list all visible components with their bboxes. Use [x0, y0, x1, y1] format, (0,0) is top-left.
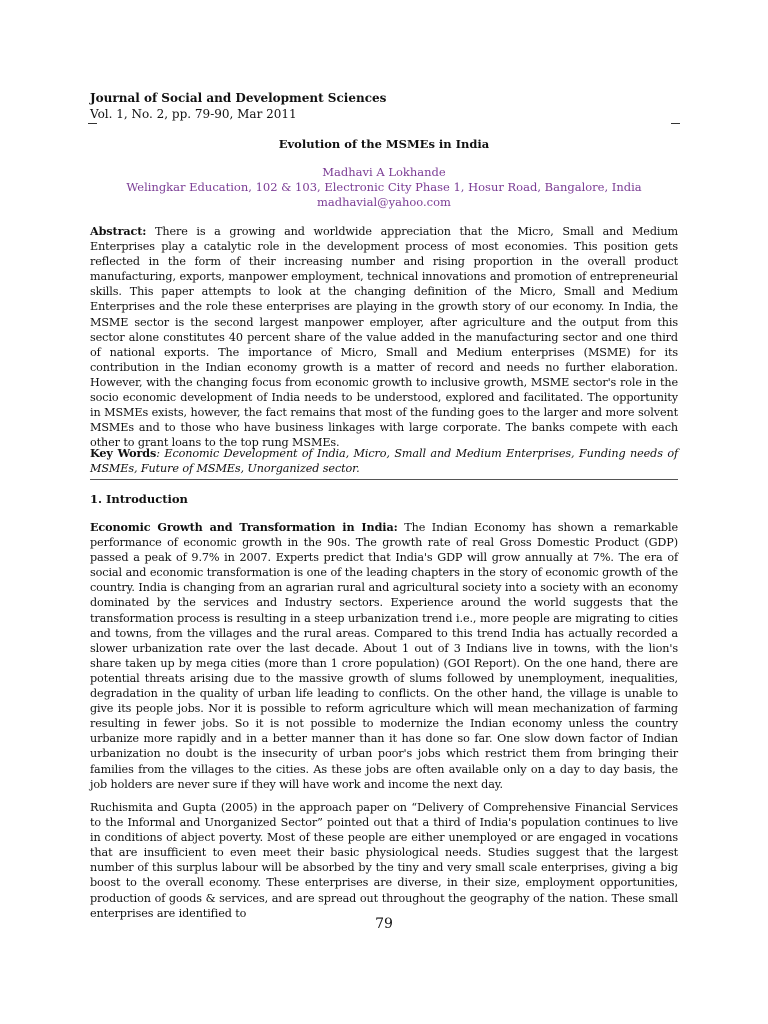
- abstract-text: There is a growing and worldwide appreciation that the Micro, Small and Medium Enterprises play a catalytic role in the development process of most economies. This position gets reflected in the form of their increasing number and rising proportion in the overall product manufacturing, exports, manpower employment, technical innovations and promotion of entrepreneurial skills. This paper attempts to look at the changing definition of the Micro, Small and Medium Enterprises and the role these enterprises are playing in the growth story of our economy. In India, the MSME sector is the second largest manpower employer, after agriculture and the output from this sector alone constitutes 40 percent share of the value added in the manufacturing sector and one third of national exports. The importance of Micro, Small and Medium enterprises (MSME) for its contribution in the Indian economy growth is a matter of record and needs no further elaboration. However, with the changing focus from economic growth to inclusive growth, MSME sector's role in the socio economic development of India needs to be understood, explored and facilitated. The opportunity in MSMEs exists, however, the fact remains that most of the funding goes to the larger and more solvent MSMEs and to those who have business linkages with large corporate. The banks compete with each other to grant loans to the top rung MSMEs.: [90, 225, 678, 450]
- keywords-text: : Economic Development of India, Micro, Small and Medium Enterprises, Funding needs of MSMEs, Future of MSMEs, Unorganized sector.: [90, 447, 678, 476]
- journal-volume: Vol. 1, No. 2, pp. 79-90, Mar 2011: [90, 107, 297, 121]
- intro-paragraph-1: [90, 520, 678, 792]
- paragraph-text: The Indian Economy has shown a remarkable performance of economic growth in the 90s. The growth rate of real Gross Domestic Product (GDP) passed a peak of 9.7% in 2007. Experts predict that India's GDP will grow annually at 7%. The era of social and economic transformation is one of the leading chapters in the story of economic growth of the country. India is changing from an agrarian rural and agricultural society into a society with an economy dominated by the services and Industry sectors. Experience around the world suggests that the transformation process is resulting in a steep urbanization trend i.e., more people are migrating to cities and towns, from the villages and the rural areas. Compared to this trend India has actually recorded a slower urbanization rate over the last decade. About 1 out of 3 Indians live in towns, with the lion's share taken up by mega cities (more than 1 crore population) (GOI Report). On the one hand, there are potential threats arising due to the massive growth of slums followed by unemployment, inequalities, degradation in the quality of urban life leading to conflicts. On the other hand, the village is unable to give its people jobs. Nor it is possible to reform agriculture which will mean mechanization of farming resulting in fewer jobs. So it is not possible to modernize the Indian economy unless the country urbanize more rapidly and in a better manner than it has done so far. One slow down factor of Indian urbanization no doubt is the insecurity of urban poor's jobs which restrict them from bringing their families from the villages to the cities. As these jobs are often available only on a day to day basis, the job holders are never sure if they will have work and income the next day.: [90, 521, 678, 791]
- keywords-label: Key Words: [90, 446, 157, 460]
- keywords: [90, 446, 678, 476]
- header-rule-right: [671, 123, 680, 124]
- section-heading: 1. Introduction: [90, 492, 188, 506]
- section-divider: [90, 479, 678, 480]
- abstract-label: Abstract:: [90, 224, 147, 238]
- page-number: 79: [375, 916, 393, 932]
- article-title: Evolution of the MSMEs in India: [278, 137, 490, 151]
- author-email[interactable]: madhavial@yahoo.com: [317, 195, 451, 209]
- author-affiliation: Welingkar Education, 102 & 103, Electronic City Phase 1, Hosur Road, Bangalore, India: [126, 180, 642, 194]
- author-name: Madhavi A Lokhande: [322, 165, 446, 179]
- paragraph-lead: Economic Growth and Transformation in India:: [90, 520, 398, 534]
- abstract: [90, 224, 678, 450]
- journal-title: Journal of Social and Development Sciences: [90, 91, 387, 105]
- intro-paragraph-2: Ruchismita and Gupta (2005) in the approach paper on “Delivery of Comprehensive Financial Services to the Informal and Unorganized Sector” pointed out that a third of India's population continues to live in conditions of abject poverty. Most of these people are either unemployed or are engaged in vocations that are insufficient to even meet their basic physiological needs. Studies suggest that the largest number of this surplus labour will be absorbed by the tiny and very small scale enterprises, giving a big boost to the overall economy. These enterprises are diverse, in their size, employment opportunities, production of goods & services, and are spread out throughout the geography of the nation. These small enterprises are identified to: [90, 801, 678, 920]
- header-rule-left: [88, 123, 97, 124]
